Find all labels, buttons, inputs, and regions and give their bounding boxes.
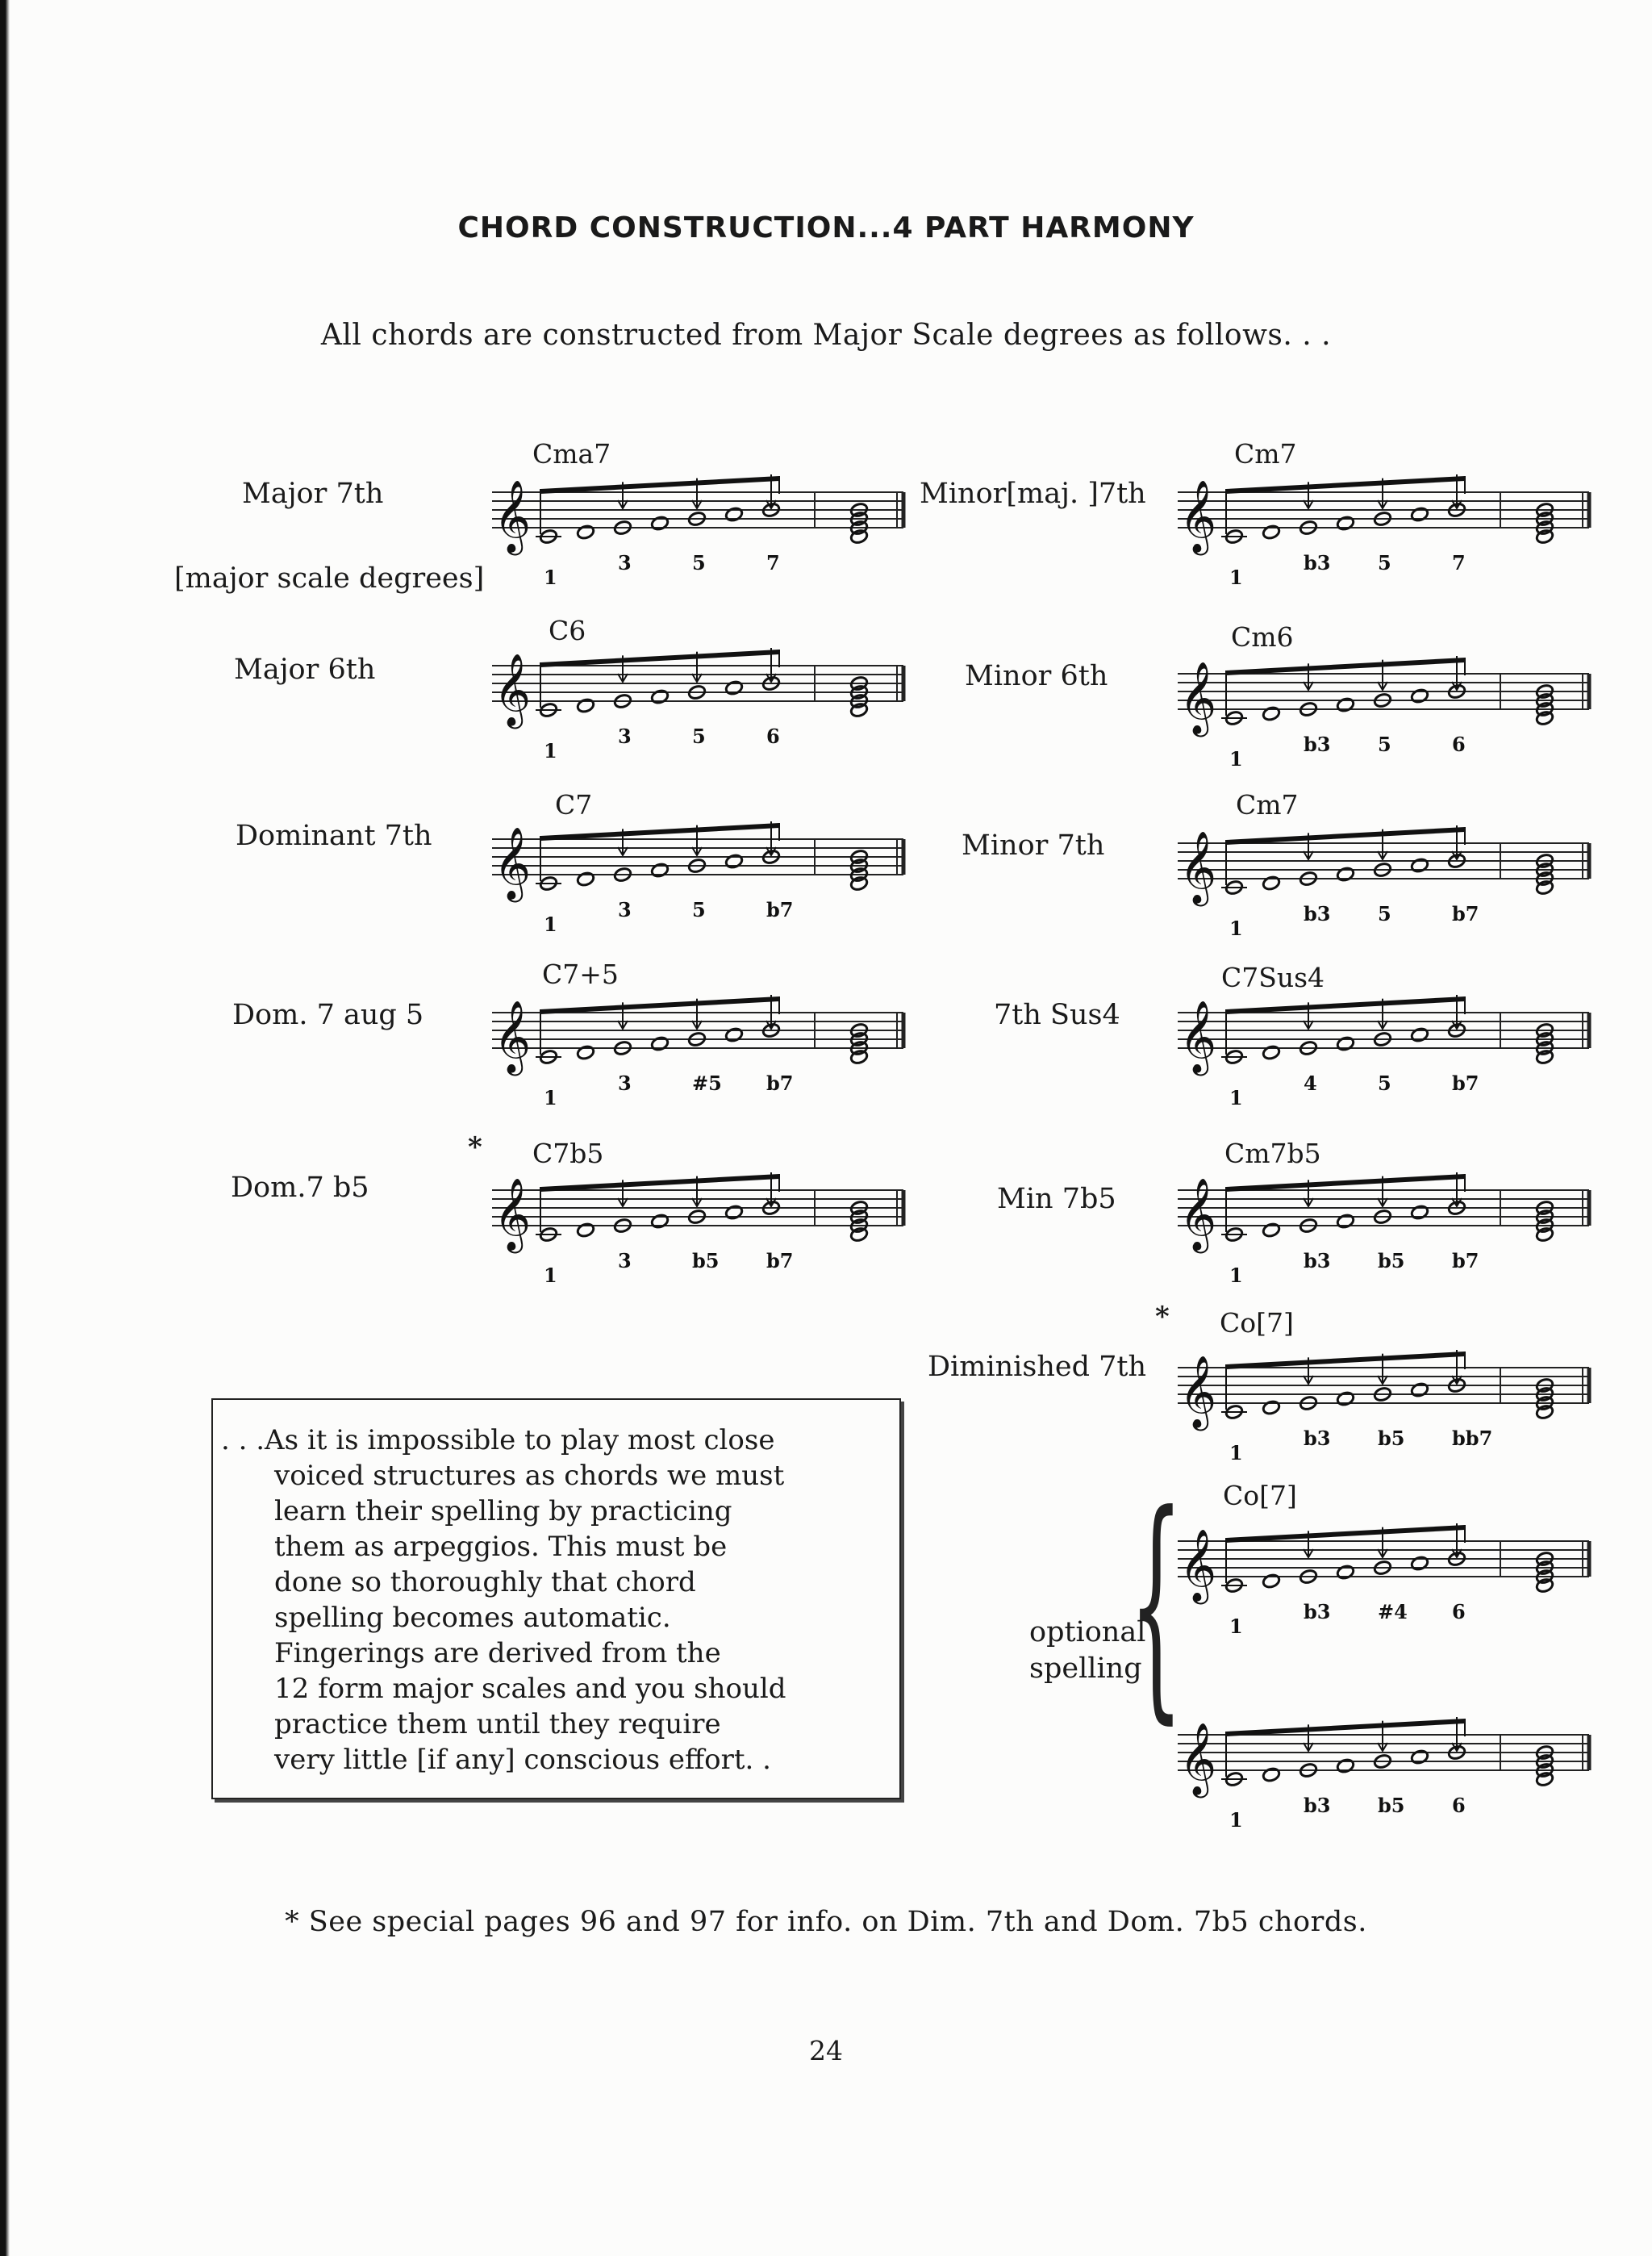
degree-label: #4 [1378,1600,1408,1623]
degree-label: 1 [1229,917,1243,940]
note-head [1410,1382,1429,1398]
chord-name-c7: C7 [555,789,593,821]
note-head [1336,1758,1355,1774]
note-head [1336,1036,1355,1052]
beam [1226,658,1465,675]
note-head [576,524,595,541]
note-head [724,1205,744,1221]
staff-c7aug5 [484,988,920,1109]
degree-label: 1 [544,1086,557,1109]
note-head [1336,697,1355,713]
beam [1226,1719,1465,1736]
degree-label: 1 [1229,1264,1243,1287]
note-line: done so thoroughly that chord [274,1566,696,1598]
page-subtitle: All chords are constructed from Major Scale degrees as follows. . . [320,319,1332,352]
note-line: spelling becomes automatic. [274,1602,671,1634]
optional-brace: { [1129,1463,1183,1744]
degree-label: 5 [1378,902,1391,925]
note-head [724,680,744,696]
major-scale-degrees-label: [major scale degrees] [174,562,485,595]
degree-label: 7 [766,551,780,574]
chord-label-dom7-b5: Dom.7 b5 [231,1172,369,1204]
note-head [1410,1205,1429,1221]
degree-label: b7 [766,1072,794,1095]
note-head [650,863,670,879]
note-head [1262,1573,1281,1590]
chord-label-7th-sus4: 7th Sus4 [994,999,1120,1031]
degree-label: 1 [1229,1441,1243,1464]
degree-label: 5 [1378,733,1391,756]
degree-label: 4 [1304,1072,1317,1095]
staff-cma7 [484,468,920,589]
staff-dim7-optional-2 [1170,1711,1605,1832]
degree-label: #5 [692,1072,722,1095]
degree-label: b7 [1452,1249,1479,1272]
treble-clef-icon: 𝄞 [1179,480,1217,553]
degree-label: 1 [544,739,557,762]
chord-label-major-7th: Major 7th [242,478,384,510]
note-head [1262,1767,1281,1783]
degree-label: 5 [692,551,706,574]
optional-label-line2: spelling [1029,1652,1142,1685]
degree-label: 7 [1452,551,1466,574]
chord-label-minor-6th: Minor 6th [965,660,1108,692]
beam [1226,476,1465,494]
degree-label: b5 [1378,1427,1405,1450]
note-head [1336,1391,1355,1407]
degree-label: b7 [766,898,794,921]
degree-label: b7 [1452,902,1479,925]
note-head [1336,1214,1355,1230]
note-head [650,1214,670,1230]
beam [540,1174,779,1192]
note-head [576,871,595,888]
treble-clef-icon: 𝄞 [1179,1356,1217,1428]
staff-cm7 [1170,819,1605,940]
chord-label-dom7-aug5: Dom. 7 aug 5 [232,999,424,1031]
degree-label: b5 [1378,1249,1405,1272]
degree-label: 3 [618,1249,632,1272]
chord-name-c7aug5: C7+5 [542,959,619,990]
note-line: Fingerings are derived from the [274,1637,721,1669]
degree-label: 1 [1229,1615,1243,1638]
note-head [1336,516,1355,532]
treble-clef-icon: 𝄞 [1179,1001,1217,1073]
note-line: learn their spelling by practicing [274,1495,732,1527]
degree-label: 1 [1229,566,1243,589]
beam [1226,996,1465,1014]
note-head [1410,688,1429,704]
chord-name-cm6: Cm6 [1231,621,1294,653]
note-head [1262,1400,1281,1416]
note-head [1410,1027,1429,1043]
note-head [1262,1045,1281,1061]
treble-clef-icon: 𝄞 [494,1178,532,1251]
page-number: 24 [809,2035,843,2066]
chord-label-minor-7th: Minor 7th [962,829,1105,862]
degree-label: 1 [1229,1086,1243,1109]
note-line: voiced structures as chords we must [274,1460,785,1492]
beam [540,650,779,667]
note-head [650,1036,670,1052]
chord-name-cma7: Cma7 [532,438,611,470]
degree-label: 1 [1229,1808,1243,1832]
degree-label: 6 [1452,733,1466,756]
footnote-star-marker-dim: * [1155,1301,1170,1333]
note-head [1410,507,1429,523]
chord-name-c7sus4: C7Sus4 [1221,962,1325,993]
chord-name-c7b5: C7b5 [532,1138,604,1169]
degree-label: b3 [1304,1794,1331,1817]
degree-label: 3 [618,725,632,748]
chord-name-c6: C6 [549,615,586,646]
chord-name-cm7: Cm7 [1236,789,1299,821]
treble-clef-icon: 𝄞 [1179,1178,1217,1251]
staff-c7b5 [484,1166,920,1287]
practice-note-text [221,1423,786,1778]
degree-label: 5 [692,898,706,921]
staff-dim7-optional-1 [1170,1517,1605,1638]
note-head [1262,875,1281,892]
beam [1226,1525,1465,1543]
chord-label-major-6th: Major 6th [234,654,376,686]
treble-clef-icon: 𝄞 [1179,1723,1217,1795]
staff-c7sus4 [1170,988,1605,1109]
staff-cm-maj7 [1170,468,1605,589]
treble-clef-icon: 𝄞 [494,654,532,726]
staff-c6 [484,641,920,762]
degree-label: 5 [692,725,706,748]
staff-dim7 [1170,1343,1605,1464]
note-line: practice them until they require [274,1708,721,1740]
treble-clef-icon: 𝄞 [494,480,532,553]
degree-label: b3 [1304,1600,1331,1623]
degree-label: 1 [1229,747,1243,771]
degree-label: 3 [618,1072,632,1095]
footnote-star-marker: * [468,1131,482,1164]
degree-label: 1 [544,566,557,589]
degree-label: 3 [618,898,632,921]
degree-label: 1 [544,913,557,936]
beam [540,996,779,1014]
beam [1226,1174,1465,1192]
treble-clef-icon: 𝄞 [1179,662,1217,734]
degree-label: 1 [544,1264,557,1287]
note-head [1336,1565,1355,1581]
note-head [650,516,670,532]
note-line: very little [if any] conscious effort. . [274,1744,771,1776]
note-head [724,854,744,870]
beam [540,823,779,841]
degree-label: b3 [1304,1427,1331,1450]
chord-label-diminished-7th: Diminished 7th [928,1351,1146,1383]
beam [540,476,779,494]
chord-name-cm-maj7: Cm7 [1234,438,1297,470]
treble-clef-icon: 𝄞 [1179,831,1217,904]
note-line: 12 form major scales and you should [274,1673,786,1705]
degree-label: 6 [1452,1600,1466,1623]
note-head [576,698,595,714]
degree-label: b3 [1304,551,1331,574]
chord-name-dim7: Co[7] [1220,1307,1294,1339]
beam [1226,827,1465,845]
chord-label-min7b5: Min 7b5 [997,1183,1116,1215]
note-head [1410,1556,1429,1572]
degree-label: b3 [1304,902,1331,925]
degree-label: 6 [1452,1794,1466,1817]
note-head [1336,867,1355,883]
note-head [724,507,744,523]
optional-label-line1: optional [1029,1616,1146,1648]
page-title: CHORD CONSTRUCTION...4 PART HARMONY [457,211,1195,244]
note-head [1410,1749,1429,1765]
staff-c7 [484,815,920,936]
degree-label: 3 [618,551,632,574]
degree-label: bb7 [1452,1427,1493,1450]
chord-name-cm7b5: Cm7b5 [1224,1138,1321,1169]
chord-name-dim7-optional: Co[7] [1223,1480,1297,1511]
practice-note-box [211,1398,901,1799]
degree-label: 5 [1378,1072,1391,1095]
staff-cm6 [1170,650,1605,771]
treble-clef-icon: 𝄞 [494,827,532,900]
chord-label-minor-maj7: Minor[maj. ]7th [920,478,1146,510]
degree-label: b5 [1378,1794,1405,1817]
staff-cm7b5 [1170,1166,1605,1287]
degree-label: b5 [692,1249,720,1272]
beam [1226,1352,1465,1369]
degree-label: b3 [1304,1249,1331,1272]
note-head [1262,1222,1281,1239]
note-line: . . .As it is impossible to play most close [221,1424,775,1456]
note-head [576,1222,595,1239]
degree-label: 5 [1378,551,1391,574]
note-head [576,1045,595,1061]
degree-label: b7 [766,1249,794,1272]
note-line: them as arpeggios. This must be [274,1531,728,1563]
note-head [1262,706,1281,722]
treble-clef-icon: 𝄞 [1179,1529,1217,1602]
chord-label-dominant-7th: Dominant 7th [236,820,432,852]
footnote: * See special pages 96 and 97 for info. on Dim. 7th and Dom. 7b5 chords. [285,1906,1367,1938]
treble-clef-icon: 𝄞 [494,1001,532,1073]
degree-label: 6 [766,725,780,748]
note-head [1410,858,1429,874]
degree-label: b3 [1304,733,1331,756]
note-head [650,689,670,705]
note-head [1262,524,1281,541]
note-head [724,1027,744,1043]
degree-label: b7 [1452,1072,1479,1095]
